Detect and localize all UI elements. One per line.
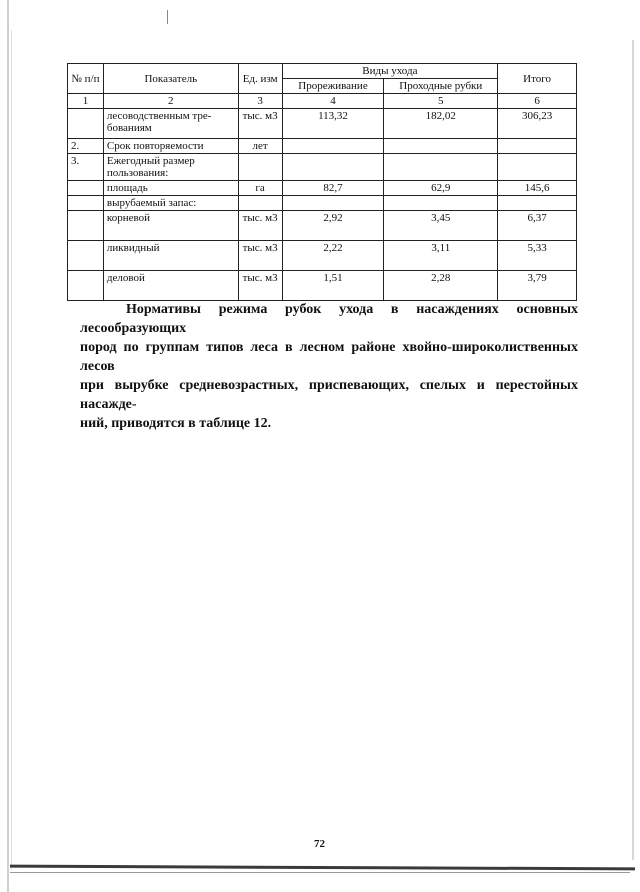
body-paragraph xyxy=(80,300,578,433)
scan-edge-bottom-shadow xyxy=(10,872,630,873)
table-row xyxy=(68,211,577,241)
scan-edge-left-inner xyxy=(11,30,12,870)
row-passage-value xyxy=(384,196,498,211)
row-name: корневой xyxy=(103,211,238,241)
row-passage-value: 3,11 xyxy=(384,241,498,271)
row-name: лесоводственным тре-бованиям xyxy=(103,109,238,139)
row-thinning-value: 113,32 xyxy=(282,109,384,139)
header-unit: Ед. изм xyxy=(238,64,282,94)
paragraph-line: пород по группам типов леса в лесном районе хвойно-широколиственных лесов xyxy=(80,340,578,374)
index-cell: 4 xyxy=(282,94,384,109)
index-cell: 5 xyxy=(384,94,498,109)
forest-care-table xyxy=(67,63,577,301)
row-unit: лет xyxy=(238,139,282,154)
header-total: Итого xyxy=(498,64,577,94)
table-row xyxy=(68,181,577,196)
row-thinning-value: 82,7 xyxy=(282,181,384,196)
paragraph-line: при вырубке средневозрастных, приспевающих, спелых и перестойных насажде- xyxy=(80,378,578,412)
scan-edge-right xyxy=(632,40,634,860)
row-total-value: 5,33 xyxy=(498,241,577,271)
row-unit xyxy=(238,154,282,181)
table-row xyxy=(68,109,577,139)
row-passage-value: 62,9 xyxy=(384,181,498,196)
row-passage-value xyxy=(384,154,498,181)
row-unit: тыс. м3 xyxy=(238,271,282,301)
row-total-value: 306,23 xyxy=(498,109,577,139)
index-cell: 3 xyxy=(238,94,282,109)
header-passage-cutting: Проходные рубки xyxy=(384,79,498,94)
table-row xyxy=(68,196,577,211)
scan-speck xyxy=(167,10,168,24)
row-unit xyxy=(238,196,282,211)
index-cell: 1 xyxy=(68,94,104,109)
row-passage-value: 182,02 xyxy=(384,109,498,139)
row-name: ликвидный xyxy=(103,241,238,271)
paragraph-line: ний, приводятся в таблице 12. xyxy=(80,416,272,431)
row-unit: тыс. м3 xyxy=(238,241,282,271)
row-thinning-value xyxy=(282,139,384,154)
row-total-value xyxy=(498,196,577,211)
row-num xyxy=(68,196,104,211)
row-unit: тыс. м3 xyxy=(238,211,282,241)
row-unit: тыс. м3 xyxy=(238,109,282,139)
header-care-types: Виды ухода xyxy=(282,64,498,79)
row-name: деловой xyxy=(103,271,238,301)
page-number: 72 xyxy=(314,838,325,850)
table-index-row xyxy=(68,94,577,109)
row-total-value: 3,79 xyxy=(498,271,577,301)
row-name: Ежегодный размер пользования: xyxy=(103,154,238,181)
table-row xyxy=(68,154,577,181)
row-thinning-value: 2,92 xyxy=(282,211,384,241)
row-passage-value xyxy=(384,139,498,154)
row-num xyxy=(68,241,104,271)
row-total-value xyxy=(498,154,577,181)
index-cell: 2 xyxy=(103,94,238,109)
table-row xyxy=(68,241,577,271)
row-total-value xyxy=(498,139,577,154)
table-row xyxy=(68,271,577,301)
row-num xyxy=(68,109,104,139)
row-name: Срок повторяемости xyxy=(103,139,238,154)
row-thinning-value xyxy=(282,196,384,211)
row-total-value: 6,37 xyxy=(498,211,577,241)
index-cell: 6 xyxy=(498,94,577,109)
row-name: площадь xyxy=(103,181,238,196)
row-num xyxy=(68,181,104,196)
row-num: 2. xyxy=(68,139,104,154)
header-thinning: Прореживание xyxy=(282,79,384,94)
paragraph-line: Нормативы режима рубок ухода в насаждениях основных лесообразующих xyxy=(80,302,578,336)
header-num: № п/п xyxy=(68,64,104,94)
row-unit: га xyxy=(238,181,282,196)
row-thinning-value: 1,51 xyxy=(282,271,384,301)
row-name: вырубаемый запас: xyxy=(103,196,238,211)
row-num xyxy=(68,271,104,301)
table-header-row xyxy=(68,64,577,79)
row-passage-value: 2,28 xyxy=(384,271,498,301)
header-indicator: Показатель xyxy=(103,64,238,94)
row-thinning-value: 2,22 xyxy=(282,241,384,271)
scan-edge-left xyxy=(7,0,9,892)
row-num xyxy=(68,211,104,241)
scan-edge-bottom xyxy=(10,865,635,871)
row-thinning-value xyxy=(282,154,384,181)
row-passage-value: 3,45 xyxy=(384,211,498,241)
row-total-value: 145,6 xyxy=(498,181,577,196)
row-num: 3. xyxy=(68,154,104,181)
table-row xyxy=(68,139,577,154)
